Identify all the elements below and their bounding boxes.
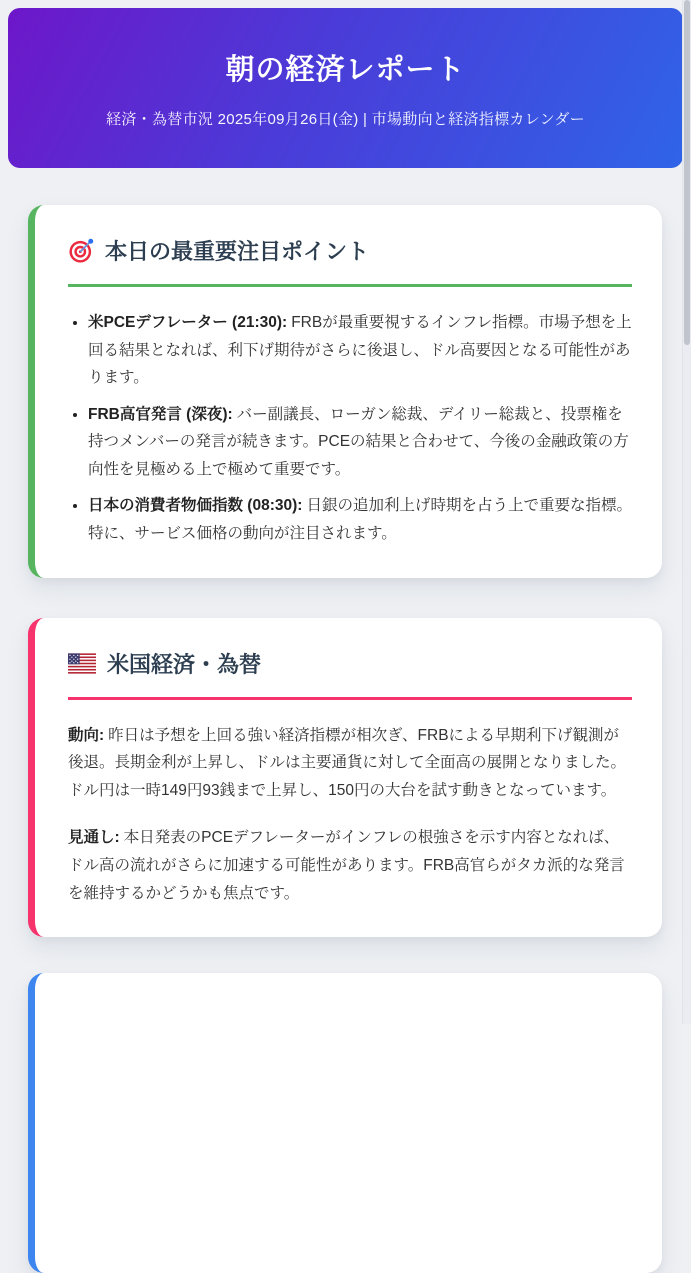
list-item (88, 401, 632, 484)
card-title-text: 本日の最重要注目ポイント (105, 239, 370, 264)
paragraph-outlook (68, 824, 632, 907)
item-label: 米PCEデフレーター (21:30): (88, 314, 288, 331)
list-item (88, 492, 632, 547)
item-text: FRBが最重要視するインフレ指標。市場予想を上回る結果となれば、利下げ期待がさらに後退し、ドル高要因となる可能性があります。 (88, 314, 632, 387)
scrollbar[interactable] (682, 0, 691, 1024)
paragraph-text: 昨日は予想を上回る強い経済指標が相次ぎ、FRBによる早期利下げ観測が後退。長期金利が上昇し、ドルは主要通貨に対して全面高の展開となりました。ドル円は一時149円93銭まで上昇し、150円の大台を試す動きとなっています。 (68, 726, 627, 799)
item-label: FRB高官発言 (深夜): (88, 405, 233, 423)
card-us-economy (28, 618, 662, 937)
paragraph-text: 本日発表のPCEデフレーターがインフレの根強さを示す内容となれば、ドル高の流れがさらに加速する可能性があります。FRB高官らがタカ派的な発言を維持するかどうかも焦点です。 (68, 829, 625, 902)
card-us-economy-title (68, 648, 632, 700)
us-flag-icon (68, 653, 96, 674)
paragraph-label: 見通し: (68, 829, 120, 847)
highlight-list (68, 309, 632, 548)
report-body (8, 205, 683, 1273)
item-text: 日銀の追加利上げ時期を占う上で重要な指標。特に、サービス価格の動向が注目されます。 (88, 497, 632, 543)
card-today-highlights (28, 205, 662, 578)
paragraph-label: 動向: (68, 726, 105, 744)
paragraph-trend (68, 722, 632, 805)
list-item (88, 309, 632, 392)
card-title-text: 米国経済・為替 (107, 651, 262, 677)
item-text: バー副議長、ローガン総裁、デイリー総裁と、投票権を持つメンバーの発言が続きます。PCEの結果と合わせて、今後の金融政策の方向性を見極める上で極めて重要です。 (88, 405, 629, 478)
target-icon (68, 238, 94, 264)
card-next-section (28, 973, 662, 1273)
scrollbar-thumb[interactable] (684, 0, 690, 345)
report-header (8, 8, 683, 168)
card-today-highlights-title (68, 235, 632, 287)
page-subtitle: 経済・為替市況 2025年09月26日(金) | 市場動向と経済指標カレンダー (106, 111, 585, 128)
page-title: 朝の経済レポート (225, 54, 466, 86)
item-label: 日本の消費者物価指数 (08:30): (88, 497, 303, 515)
